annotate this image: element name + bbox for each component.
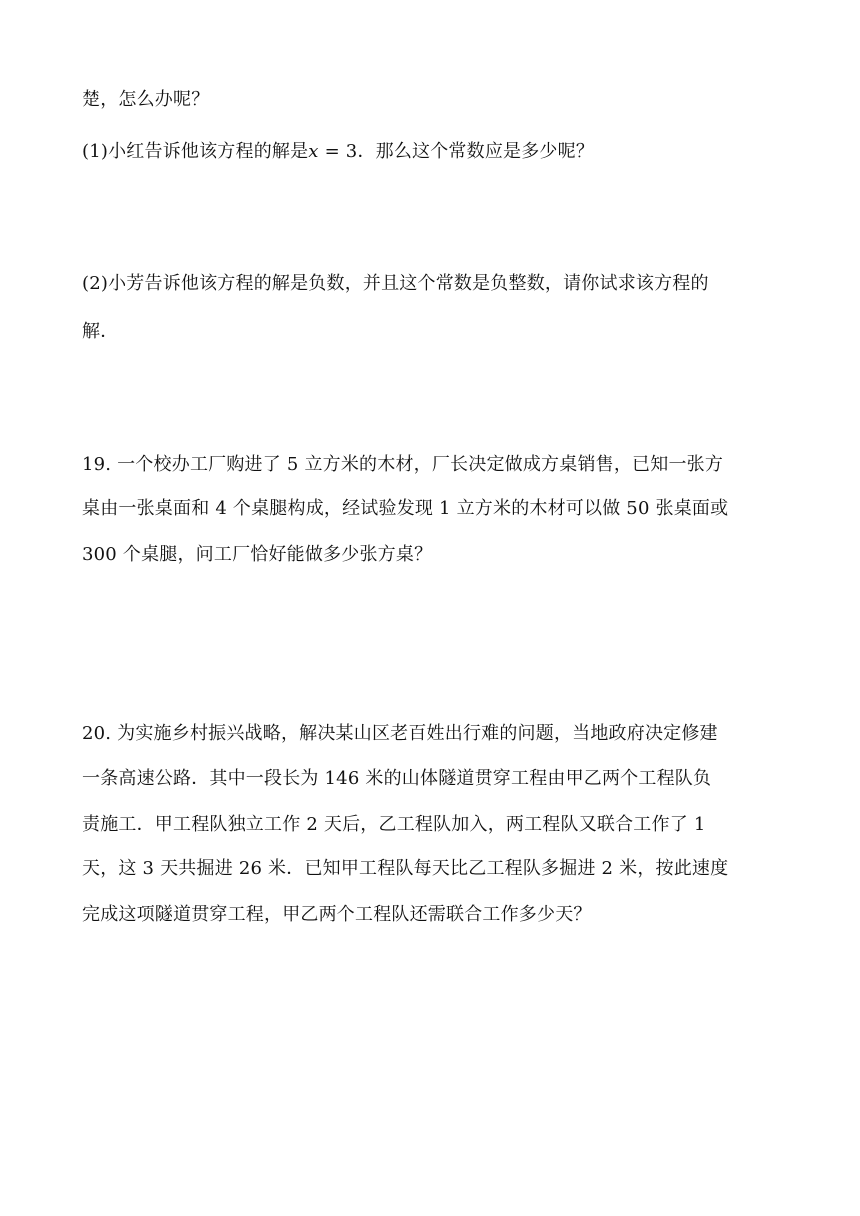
q18-part1	[82, 140, 594, 164]
q20-line4: 天，这 3 天共掘进 26 米．已知甲工程队每天比乙工程队多掘进 2 米，按此速度	[82, 858, 729, 879]
q20-line2: 一条高速公路．其中一段长为 146 米的山体隧道贯穿工程由甲乙两个工程队负	[82, 768, 712, 789]
q20-line3: 责施工．甲工程队独立工作 2 天后，乙工程队加入，两工程队又联合工作了 1	[82, 814, 706, 835]
q18-part1-variable: x	[308, 141, 319, 162]
q18-part2-line1: (2)小芳告诉他该方程的解是负数，并且这个常数是负整数，请你试求该方程的	[82, 273, 709, 294]
q18-part1-suffix: ．那么这个常数应是多少呢？	[357, 141, 595, 162]
q18-continuation-line: 楚，怎么办呢？	[82, 89, 210, 110]
q20-line5: 完成这项隧道贯穿工程，甲乙两个工程队还需联合工作多少天？	[82, 904, 592, 925]
q19-line1: 19. 一个校办工厂购进了 5 立方米的木材，厂长决定做成方桌销售，已知一张方	[82, 454, 724, 475]
q18-part1-equation: = 3	[318, 141, 358, 162]
q19-line2: 桌由一张桌面和 4 个桌腿构成，经试验发现 1 立方米的木材可以做 50 张桌面或	[82, 498, 729, 519]
q18-part1-prefix: (1)小红告诉他该方程的解是	[82, 141, 309, 162]
q20-line1: 20. 为实施乡村振兴战略，解决某山区老百姓出行难的问题，当地政府决定修建	[82, 723, 718, 744]
q18-part2-line2: 解．	[82, 321, 119, 342]
q19-line3: 300 个桌腿，问工厂恰好能做多少张方桌？	[82, 544, 433, 565]
